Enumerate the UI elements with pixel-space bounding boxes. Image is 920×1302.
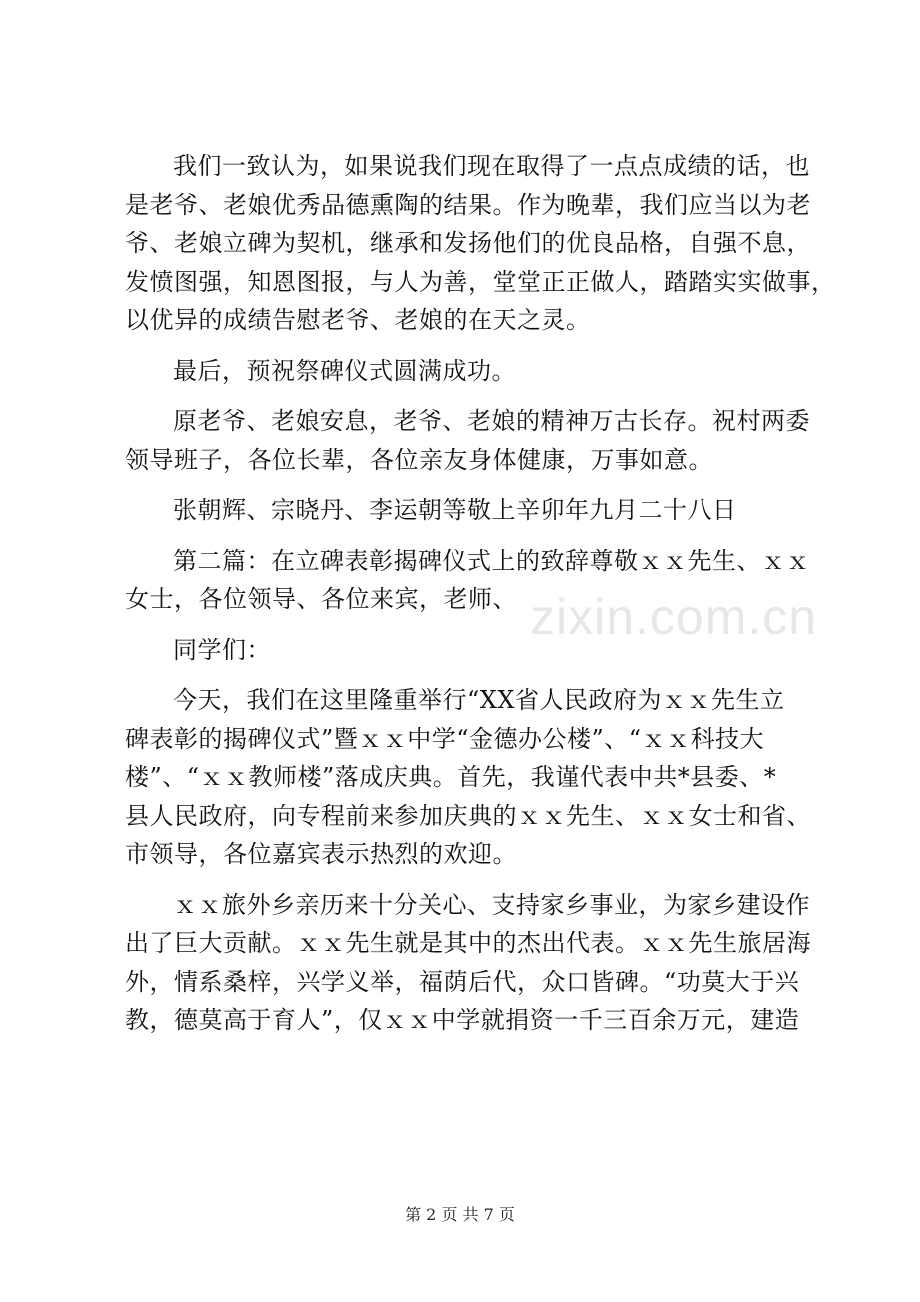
text-line: 县人民政府，向专程前来参加庆典的ｘｘ先生、ｘｘ女士和省、 (125, 801, 811, 830)
text-line: 最后，预祝祭碑仪式圆满成功。 (173, 356, 516, 385)
text-line: 爷、老娘立碑为契机，继承和发扬他们的优良品格，自强不息， (125, 229, 811, 257)
paragraph (125, 491, 825, 530)
text-line: 张朝辉、宗晓丹、李运朝等敬上辛卯年九月二十八日 (173, 496, 737, 524)
paragraph (125, 542, 825, 619)
text-line: 今天，我们在这里隆重举行“XX省人民政府为ｘｘ先生立 (173, 686, 785, 714)
text-line: 我们一致认为，如果说我们现在取得了一点点成绩的话，也 (173, 152, 810, 180)
text-line: 同学们： (173, 635, 271, 664)
paragraph (125, 352, 825, 391)
text-line: 碑表彰的揭碑仪式”暨ｘｘ中学“金德办公楼”、“ｘｘ科技大 (125, 724, 765, 753)
text-line: 外，情系桑梓，兴学义举，福荫后代，众口皆碑。“功莫大于兴 (125, 967, 800, 996)
text-line: 发愤图强，知恩图报，与人为善，堂堂正正做人，踏踏实实做事， (125, 267, 836, 296)
paragraph (125, 147, 836, 340)
paragraph (125, 681, 825, 874)
text-line: 领导班子，各位长辈，各位亲友身体健康，万事如意。 (125, 445, 713, 474)
text-line: 原老爷、老娘安息，老爷、老娘的精神万古长存。祝村两委 (173, 407, 810, 435)
text-line: ｘｘ旅外乡亲历来十分关心、支持家乡事业，为家乡建设作 (173, 890, 810, 919)
text-line: 是老爷、老娘优秀品德熏陶的结果。作为晚辈，我们应当以为老 (125, 190, 811, 219)
text-line: 市领导，各位嘉宾表示热烈的欢迎。 (125, 840, 517, 868)
paragraph (125, 886, 825, 1040)
text-line: 以优异的成绩告慰老爷、老娘的在天之灵。 (125, 306, 591, 334)
text-line: 教，德莫高于育人”，仅ｘｘ中学就捐资一千三百余万元，建造 (125, 1006, 800, 1034)
page-footer: 第 2 页 共 7 页 (405, 1205, 515, 1224)
watermark: zixin.com.cn (530, 589, 818, 645)
text-line: 女士，各位领导、各位来宾，老师、 (125, 585, 517, 613)
document-body (125, 147, 836, 1052)
text-line: 第二篇：在立碑表彰揭碑仪式上的致辞尊敬ｘｘ先生、ｘｘ (173, 546, 810, 575)
paragraph (125, 402, 825, 479)
paragraph (125, 631, 825, 670)
text-line: 出了巨大贡献。ｘｘ先生就是其中的杰出代表。ｘｘ先生旅居海 (125, 929, 811, 957)
text-line: 楼”、“ｘｘ教师楼”落成庆典。首先，我谨代表中共*县委、* (125, 763, 777, 791)
